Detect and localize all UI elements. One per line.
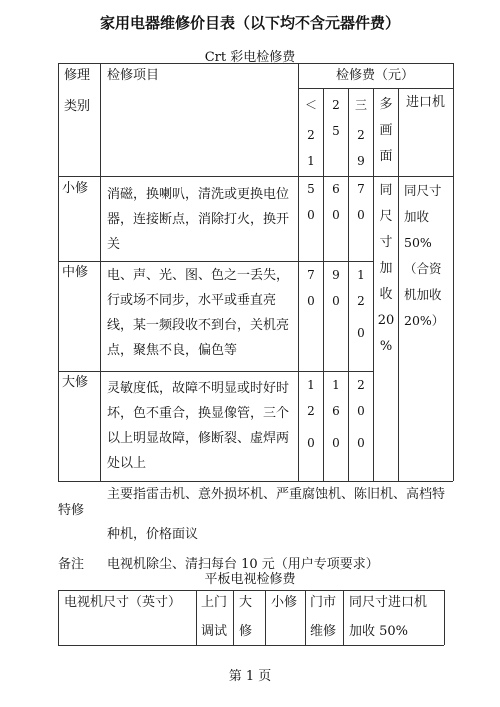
page-title: 家用电器维修价目表（以下均不含元器件费） [99,14,400,32]
row-category-major: 大修 [62,375,89,390]
multi-screen-surcharge: 同 尺 寸 加 收 20 % [377,183,395,354]
fee-small-under21: 5 0 [307,182,315,222]
flat-col-minor: 小修 [271,595,298,610]
flat-col-onsite: 上门 调试 [201,595,228,639]
fee-small-25: 6 0 [332,182,340,222]
fee-medium-29: 1 2 0 [357,268,365,340]
header-category-line1: 修理 [64,68,91,83]
fee-major-29: 2 0 0 [357,378,365,450]
flat-col-major: 大 修 [239,595,253,639]
flat-col-imported: 同尺寸进口机 加收 50% [349,595,428,639]
header-size-25: 2 5 [332,98,340,138]
row-item-major: 灵敏度低，故障不明显或时好时 坏，色不重合，换显像管，三个 以上明显故障，修断裂、虚焊两 处以上 [107,381,290,471]
flat-table-subtitle: 平板电视检修费 [204,572,296,587]
header-fee: 检修费（元） [336,68,415,83]
fee-major-25: 1 6 0 [332,378,340,450]
fee-medium-25: 9 0 [332,268,340,308]
imported-surcharge: 同尺寸 加收 50% （合资 机加收 20%） [404,183,445,328]
row-item-small: 消磁，换喇叭，清洗或更换电位 器，连接断点，消除打火，换开 关 [107,187,290,252]
fee-medium-under21: 7 0 [307,268,315,308]
flat-col-store: 门市 维修 [310,595,337,639]
fee-small-29: 7 0 [357,182,365,222]
special-repair-line1: 主要指雷击机、意外损坏机、严重腐蚀机、陈旧机、高档特 [107,487,446,502]
flat-col-size: 电视机尺寸（英寸） [64,595,182,610]
header-imported: 进口机 [406,95,446,110]
row-category-medium: 中修 [62,265,89,280]
header-size-29: 三 2 9 [354,98,367,168]
fee-major-under21: 1 2 0 [307,378,315,450]
header-item: 检修项目 [107,68,160,83]
remark-label: 备注 [58,557,85,572]
special-repair-line2: 种机，价格面议 [107,527,199,542]
row-category-small: 小修 [62,181,89,196]
crt-table-subtitle: Crt 彩电检修费 [204,50,296,65]
page-number: 第 1 页 [228,669,272,684]
row-item-medium: 电、声、光、图、色之一丢失， 行或场不同步，水平或垂直亮 线，某一频段收不到台，关机亮 点，聚焦不良，偏色等 [107,268,290,358]
header-size-under21: ＜ 2 1 [304,98,317,168]
header-category-line2: 类别 [64,99,91,114]
remark-text: 电视机除尘、清扫每台 10 元（用户专项要求） [107,557,379,572]
header-multi-screen: 多 画 面 [379,97,393,164]
special-repair-label: 特修 [58,503,85,518]
